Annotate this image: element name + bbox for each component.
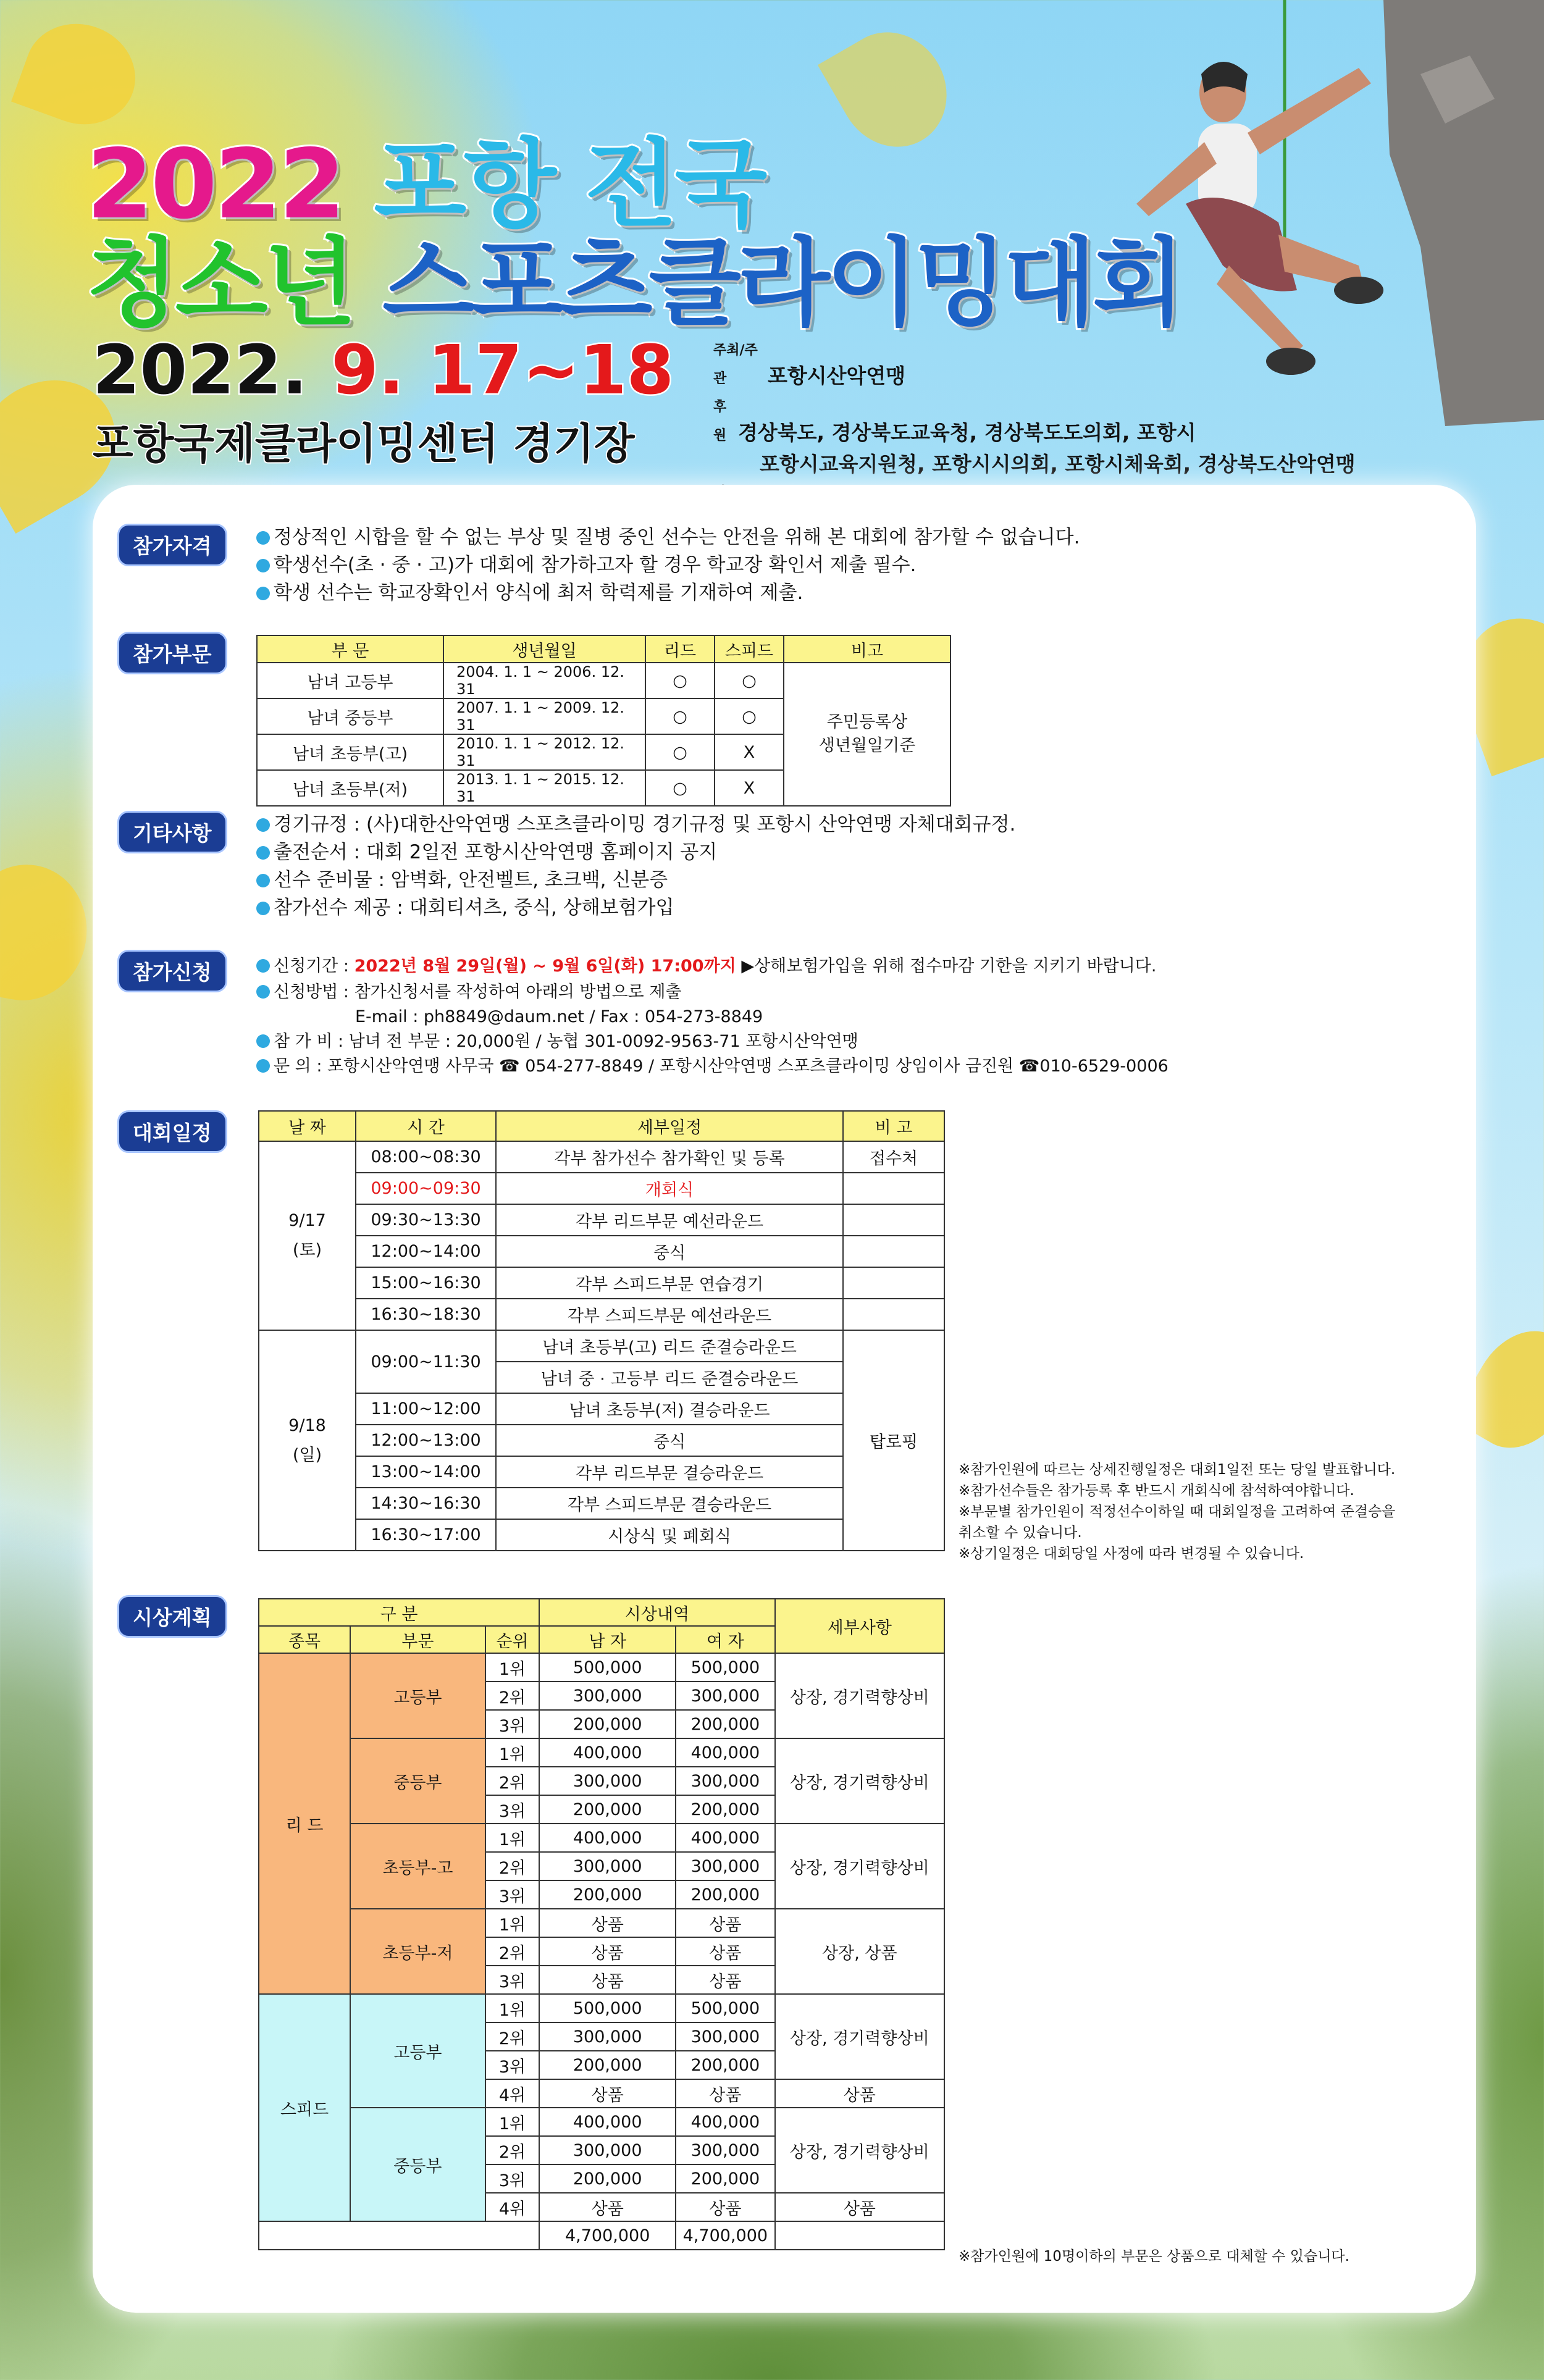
total-label-cell: [259, 2221, 539, 2250]
note-line: 취소할 수 있습니다.: [959, 1525, 1082, 1541]
table-row: [259, 1236, 944, 1267]
award-detail: 상품: [775, 2193, 944, 2221]
schedule-time: 15:00~16:30: [356, 1267, 496, 1299]
col-header: 스피드: [715, 635, 784, 663]
award-male: 200,000: [539, 2164, 676, 2193]
award-rank: 2위: [485, 2022, 540, 2051]
award-rank: 3위: [485, 2051, 540, 2079]
award-female: 200,000: [676, 1710, 774, 1738]
award-female: 상품: [676, 1909, 774, 1937]
col-header: 여 자: [676, 1626, 774, 1653]
misc-item: 선수 준비물 : 암벽화, 안전벨트, 초크백, 신분증: [256, 866, 668, 894]
award-rank: 2위: [485, 2136, 540, 2164]
bullet-dot-icon: [256, 846, 270, 860]
schedule-note: [843, 1267, 944, 1299]
award-female: 상품: [676, 2079, 774, 2108]
table-row: [259, 1738, 944, 1767]
event-venue: 포항국제클라이밍센터 경기장: [93, 420, 635, 469]
title-event: 스포츠클라이밍대회: [353, 227, 1181, 339]
award-female: 400,000: [676, 1738, 774, 1767]
table-row: [259, 1267, 944, 1299]
bullet-dot-icon: [256, 1034, 270, 1048]
division-name: 남녀 초등부(고): [257, 734, 443, 770]
award-rank: 4위: [485, 2079, 540, 2108]
award-male: 300,000: [539, 1682, 676, 1710]
award-female: 상품: [676, 1937, 774, 1966]
application-tag: 참가신청: [117, 950, 227, 992]
col-header: 시상내역: [539, 1599, 774, 1626]
award-division: 초등부-고: [350, 1824, 485, 1909]
award-rank: 3위: [485, 1795, 540, 1824]
schedule-date: 9/17 (토): [259, 1141, 356, 1330]
award-rank: 4위: [485, 2193, 540, 2221]
award-male: 상품: [539, 1966, 676, 1994]
award-female: 400,000: [676, 2108, 774, 2136]
schedule-time: 12:00~14:00: [356, 1236, 496, 1267]
award-event-type: 리 드: [259, 1653, 350, 1994]
schedule-event: 각부 스피드부문 예선라운드: [496, 1299, 843, 1330]
schedule-event: 남녀 초등부(저) 결승라운드: [496, 1393, 843, 1425]
award-rank: 1위: [485, 1738, 540, 1767]
schedule-note: 탑로핑: [843, 1330, 944, 1551]
schedule-time: 09:00~11:30: [356, 1330, 496, 1393]
award-division: 중등부: [350, 1738, 485, 1824]
award-detail: 상장, 경기력향상비: [775, 1653, 944, 1738]
schedule-note: [843, 1173, 944, 1204]
schedule-time: 09:30~13:30: [356, 1204, 496, 1236]
division-name: 남녀 초등부(저): [257, 770, 443, 806]
table-row: [259, 1909, 944, 1937]
award-rank: 1위: [485, 1909, 540, 1937]
award-male: 400,000: [539, 1824, 676, 1852]
col-header: 세부사항: [775, 1599, 944, 1653]
award-detail: 상장, 경기력향상비: [775, 1738, 944, 1824]
table-row: [259, 1204, 944, 1236]
application-period: 신청기간 : 2022년 8월 29일(월) ~ 9월 6일(화) 17:00까지 ▶상해보험가입을 위해 접수마감 기한을 지키기 바랍니다.: [256, 953, 1156, 980]
award-male: 200,000: [539, 1710, 676, 1738]
title-year: 2022: [86, 128, 343, 240]
col-header: 비 고: [843, 1111, 944, 1141]
table-row: [259, 1330, 944, 1362]
table-row: [259, 1425, 944, 1456]
award-rank: 2위: [485, 1852, 540, 1880]
application-method: 신청방법 : 참가신청서를 작성하여 아래의 방법으로 제출: [256, 979, 681, 1006]
date-year: 2022.: [93, 330, 308, 409]
award-male: 상품: [539, 1909, 676, 1937]
award-female: 500,000: [676, 1653, 774, 1682]
award-rank: 3위: [485, 1880, 540, 1909]
col-header: 남 자: [539, 1626, 676, 1653]
misc-tag: 기타사항: [117, 811, 227, 853]
award-male: 상품: [539, 2079, 676, 2108]
award-rank: 1위: [485, 2108, 540, 2136]
award-male: 상품: [539, 2193, 676, 2221]
award-male: 200,000: [539, 1795, 676, 1824]
award-male: 300,000: [539, 2022, 676, 2051]
award-female: 200,000: [676, 2164, 774, 2193]
schedule-notes: [959, 1459, 1395, 1564]
award-male: 400,000: [539, 1738, 676, 1767]
divisions-remark: 주민등록상 생년월일기준: [784, 663, 950, 806]
schedule-time: 14:30~16:30: [356, 1488, 496, 1519]
award-rank: 3위: [485, 1710, 540, 1738]
table-row: [259, 1824, 944, 1852]
award-female: 500,000: [676, 1994, 774, 2022]
schedule-time: 16:30~17:00: [356, 1519, 496, 1551]
table-row: [257, 663, 950, 698]
award-division: 초등부-저: [350, 1909, 485, 1994]
eligibility-item: 학생 선수는 학교장확인서 양식에 최저 학력제를 기재하여 제출.: [256, 579, 803, 606]
award-division: 중등부: [350, 2108, 485, 2221]
table-row: [259, 1141, 944, 1173]
misc-item: 경기규정 : (사)대한산악연맹 스포츠클라이밍 경기규정 및 포항시 산악연맹 자체대회규정.: [256, 811, 1015, 838]
bullet-dot-icon: [256, 985, 270, 999]
awards-tag: 시상계획: [117, 1595, 227, 1638]
speed-mark: ○: [715, 663, 784, 698]
award-female: 상품: [676, 1966, 774, 1994]
award-female: 상품: [676, 2193, 774, 2221]
award-rank: 1위: [485, 1824, 540, 1852]
awards-table: [258, 1598, 945, 2250]
col-header: 세부일정: [496, 1111, 843, 1141]
award-female: 300,000: [676, 1682, 774, 1710]
col-header: 시 간: [356, 1111, 496, 1141]
award-division: 고등부: [350, 1653, 485, 1738]
schedule-event: 각부 리드부문 예선라운드: [496, 1204, 843, 1236]
award-detail: 상품: [775, 2079, 944, 2108]
award-total-female: 4,700,000: [676, 2221, 774, 2250]
award-detail: 상장, 경기력향상비: [775, 2108, 944, 2193]
speed-mark: X: [715, 770, 784, 806]
ginkgo-leaf-decoration: [0, 855, 98, 1010]
award-male: 500,000: [539, 1653, 676, 1682]
eligibility-item: 정상적인 시합을 할 수 없는 부상 및 질병 중인 선수는 안전을 위해 본 대회에 참가할 수 없습니다.: [256, 524, 1080, 551]
award-male: 200,000: [539, 1880, 676, 1909]
award-female: 200,000: [676, 1880, 774, 1909]
award-rank: 3위: [485, 1966, 540, 1994]
misc-item: 출전순서 : 대회 2일전 포항시산악연맹 홈페이지 공지: [256, 839, 717, 866]
host-name: 포항시산악연맹: [768, 364, 906, 388]
schedule-table: [258, 1110, 945, 1551]
misc-item: 참가선수 제공 : 대회티셔츠, 중식, 상해보험가입: [256, 894, 674, 921]
birth-range: 2007. 1. 1 ~ 2009. 12. 31: [443, 698, 645, 734]
schedule-event: 남녀 초등부(고) 리드 준결승라운드: [496, 1330, 843, 1362]
poster-title-line2: [86, 207, 1181, 344]
schedule-event: 각부 참가선수 참가확인 및 등록: [496, 1141, 843, 1173]
title-youth: 청소년: [86, 227, 353, 339]
award-male: 500,000: [539, 1994, 676, 2022]
award-rank: 2위: [485, 1937, 540, 1966]
bullet-dot-icon: [256, 959, 270, 973]
bullet-dot-icon: [256, 559, 270, 572]
award-division: 고등부: [350, 1994, 485, 2108]
col-header: 리드: [645, 635, 715, 663]
col-header: 비고: [784, 635, 950, 663]
bullet-dot-icon: [256, 1059, 270, 1073]
bullet-dot-icon: [256, 587, 270, 600]
award-female: 300,000: [676, 2136, 774, 2164]
col-header: 부문: [350, 1626, 485, 1653]
award-detail: 상장, 상품: [775, 1909, 944, 1994]
award-rank: 2위: [485, 1767, 540, 1795]
schedule-note: 접수처: [843, 1141, 944, 1173]
bullet-dot-icon: [256, 902, 270, 915]
table-row: [259, 1488, 944, 1519]
note-line: ※부문별 참가인원이 적정선수이하일 때 대회일정을 고려하여 준결승을: [959, 1504, 1396, 1520]
birth-range: 2010. 1. 1 ~ 2012. 12. 31: [443, 734, 645, 770]
award-detail: 상장, 경기력향상비: [775, 1994, 944, 2079]
award-male: 200,000: [539, 2051, 676, 2079]
total-detail-cell: [775, 2221, 944, 2250]
application-contact: E-mail : ph8849@daum.net / Fax : 054-273-8849: [355, 1007, 763, 1026]
schedule-event: 개회식: [496, 1173, 843, 1204]
schedule-time: 11:00~12:00: [356, 1393, 496, 1425]
note-line: ※상기일정은 대회당일 사정에 따라 변경될 수 있습니다.: [959, 1546, 1304, 1562]
award-female: 300,000: [676, 1852, 774, 1880]
application-inquiry: 문 의 : 포항시산악연맹 사무국 ☎ 054-277-8849 / 포항시산악연맹 스포츠클라이밍 상임이사 금진원 ☎010-6529-0006: [256, 1053, 1168, 1080]
lead-mark: ○: [645, 770, 715, 806]
birth-range: 2004. 1. 1 ~ 2006. 12. 31: [443, 663, 645, 698]
bullet-dot-icon: [256, 874, 270, 887]
divisions-table: [256, 635, 951, 807]
award-female: 200,000: [676, 1795, 774, 1824]
date-days: 9. 17~18: [307, 330, 674, 409]
award-male: 300,000: [539, 1767, 676, 1795]
title-location: 포항 전국: [343, 128, 765, 240]
award-female: 300,000: [676, 1767, 774, 1795]
schedule-event: 시상식 및 폐회식: [496, 1519, 843, 1551]
table-row: [259, 1393, 944, 1425]
award-rank: 1위: [485, 1994, 540, 2022]
schedule-event: 각부 스피드부문 결승라운드: [496, 1488, 843, 1519]
schedule-date: 9/18 (일): [259, 1330, 356, 1551]
col-header: 종목: [259, 1626, 350, 1653]
table-row: [259, 1173, 944, 1204]
table-row: [259, 1456, 944, 1488]
schedule-event: 각부 스피드부문 연습경기: [496, 1267, 843, 1299]
award-detail: 상장, 경기력향상비: [775, 1824, 944, 1909]
schedule-note: [843, 1204, 944, 1236]
award-male: 상품: [539, 1937, 676, 1966]
bullet-dot-icon: [256, 818, 270, 832]
birth-range: 2013. 1. 1 ~ 2015. 12. 31: [443, 770, 645, 806]
table-row: [259, 2221, 944, 2250]
award-female: 200,000: [676, 2051, 774, 2079]
lead-mark: ○: [645, 663, 715, 698]
ginkgo-leaf-decoration: [818, 12, 967, 167]
award-female: 300,000: [676, 2022, 774, 2051]
schedule-event: 남녀 중 · 고등부 리드 준결승라운드: [496, 1362, 843, 1393]
award-rank: 3위: [485, 2164, 540, 2193]
col-header: 순위: [485, 1626, 540, 1653]
col-header: 구 분: [259, 1599, 539, 1626]
award-event-type: 스피드: [259, 1994, 350, 2221]
divisions-tag: 참가부문: [117, 632, 227, 674]
table-row: [259, 1653, 944, 1682]
division-name: 남녀 중등부: [257, 698, 443, 734]
schedule-time: 13:00~14:00: [356, 1456, 496, 1488]
col-header: 생년월일: [443, 635, 645, 663]
bullet-dot-icon: [256, 531, 270, 545]
lead-mark: ○: [645, 734, 715, 770]
division-name: 남녀 고등부: [257, 663, 443, 698]
table-row: [259, 1519, 944, 1551]
speed-mark: X: [715, 734, 784, 770]
host-label: 주최/주관: [713, 343, 758, 387]
schedule-time: 16:30~18:30: [356, 1299, 496, 1330]
table-row: [259, 1994, 944, 2022]
schedule-event: 중식: [496, 1236, 843, 1267]
schedule-note: [843, 1236, 944, 1267]
award-rank: 2위: [485, 1682, 540, 1710]
speed-mark: ○: [715, 698, 784, 734]
award-male: 300,000: [539, 1852, 676, 1880]
table-row: [259, 2108, 944, 2136]
schedule-event: 각부 리드부문 결승라운드: [496, 1456, 843, 1488]
award-female: 400,000: [676, 1824, 774, 1852]
eligibility-item: 학생선수(초 · 중 · 고)가 대회에 참가하고자 할 경우 학교장 확인서 제출 필수.: [256, 551, 916, 579]
schedule-time: 12:00~13:00: [356, 1425, 496, 1456]
award-male: 400,000: [539, 2108, 676, 2136]
award-rank: 1위: [485, 1653, 540, 1682]
sponsor-label: 후원: [713, 400, 727, 443]
lead-mark: ○: [645, 698, 715, 734]
schedule-time: 09:00~09:30: [356, 1173, 496, 1204]
schedule-tag: 대회일정: [117, 1110, 227, 1153]
award-male: 300,000: [539, 2136, 676, 2164]
sponsor-line2: 포항시교육지원청, 포항시시의회, 포항시체육회, 경상북도산악연맹: [760, 452, 1356, 476]
schedule-event: 중식: [496, 1425, 843, 1456]
awards-note: ※참가인원에 10명이하의 부문은 상품으로 대체할 수 있습니다.: [959, 2248, 1349, 2265]
table-row: [259, 1299, 944, 1330]
event-date: [93, 330, 674, 409]
note-line: ※참가인원에 따르는 상세진행일정은 대회1일전 또는 당일 발표합니다.: [959, 1462, 1396, 1478]
note-line: ※참가선수들은 참가등록 후 반드시 개회식에 참석하여야합니다.: [959, 1483, 1354, 1499]
schedule-note: [843, 1299, 944, 1330]
application-fee: 참 가 비 : 남녀 전 부문 : 20,000원 / 농협 301-0092-9563-71 포항시산악연맹: [256, 1028, 858, 1055]
eligibility-tag: 참가자격: [117, 524, 227, 566]
award-total-male: 4,700,000: [539, 2221, 676, 2250]
col-header: 날 짜: [259, 1111, 356, 1141]
schedule-time: 08:00~08:30: [356, 1141, 496, 1173]
col-header: 부 문: [257, 635, 443, 663]
sponsor-line1: 경상북도, 경상북도교육청, 경상북도도의회, 포항시: [738, 421, 1196, 445]
